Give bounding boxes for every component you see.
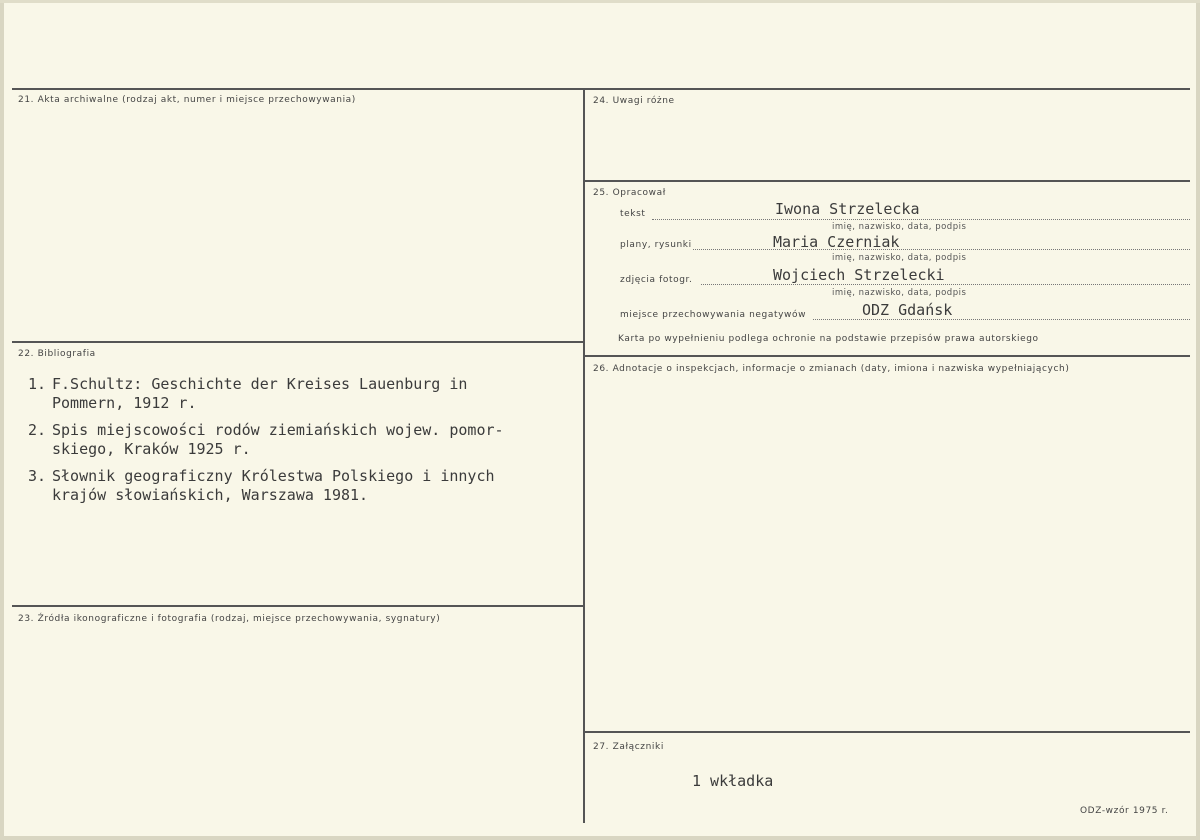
section-25-label: 25. Opracował xyxy=(593,188,666,198)
section-22-label: 22. Bibliografia xyxy=(18,349,96,359)
negatives-line xyxy=(813,319,1190,320)
photos-hint: imię, nazwisko, data, podpis xyxy=(832,288,967,298)
author-text-label: tekst xyxy=(620,209,646,219)
author-text-line xyxy=(652,219,1190,220)
bibliography-item-text: F.Schultz: Geschichte der Kreises Lauenburg in Pommern, 1912 r. xyxy=(52,375,468,412)
section-27-label: 27. Załączniki xyxy=(593,742,664,752)
card-edge-top xyxy=(0,0,1200,3)
top-rule xyxy=(12,88,1190,90)
section-24-label: 24. Uwagi różne xyxy=(593,96,675,106)
center-divider xyxy=(583,88,585,823)
form-id: ODZ-wzór 1975 r. xyxy=(1080,806,1169,816)
attachments-value: 1 wkładka xyxy=(692,772,774,790)
bibliography-item-number: 2. xyxy=(28,421,47,439)
bibliography-item xyxy=(28,375,573,413)
photos-line xyxy=(701,284,1190,285)
bibliography-list xyxy=(28,375,573,513)
divider-26-27 xyxy=(585,731,1190,733)
copyright-note: Karta po wypełnieniu podlega ochronie na podstawie przepisów prawa autorskiego xyxy=(618,334,1039,344)
divider-21-22 xyxy=(12,341,583,343)
divider-25-26 xyxy=(585,355,1190,357)
negatives-value: ODZ Gdańsk xyxy=(862,301,953,319)
negatives-label: miejsce przechowywania negatywów xyxy=(620,310,807,320)
divider-22-23 xyxy=(12,605,583,607)
section-21-label: 21. Akta archiwalne (rodzaj akt, numer i miejsce przechowywania) xyxy=(18,95,356,105)
author-text-hint: imię, nazwisko, data, podpis xyxy=(832,222,967,232)
section-23-label: 23. Źródła ikonograficzne i fotografia (rodzaj, miejsce przechowywania, sygnatury) xyxy=(18,614,441,624)
plans-label: plany, rysunki xyxy=(620,240,692,250)
bibliography-item xyxy=(28,421,573,459)
photos-label: zdjęcia fotogr. xyxy=(620,275,693,285)
bibliography-item-number: 1. xyxy=(28,375,47,393)
author-text-value: Iwona Strzelecka xyxy=(775,200,920,218)
plans-hint: imię, nazwisko, data, podpis xyxy=(832,253,967,263)
card-edge-right xyxy=(1196,0,1200,840)
bibliography-item-number: 3. xyxy=(28,467,47,485)
photos-value: Wojciech Strzelecki xyxy=(773,266,945,284)
bibliography-item-text: Słownik geograficzny Królestwa Polskiego i innych krajów słowiańskich, Warszawa 1981. xyxy=(52,467,495,504)
bibliography-item xyxy=(28,467,573,505)
plans-value: Maria Czerniak xyxy=(773,233,900,251)
section-26-label: 26. Adnotacje o inspekcjach, informacje o zmianach (daty, imiona i nazwiska wypełniających) xyxy=(593,364,1070,374)
divider-24-25 xyxy=(585,180,1190,182)
card-edge-bottom xyxy=(0,836,1200,840)
bibliography-item-text: Spis miejscowości rodów ziemiańskich wojew. pomor- skiego, Kraków 1925 r. xyxy=(52,421,504,458)
plans-line xyxy=(693,249,1190,250)
card-edge-left xyxy=(0,0,4,840)
